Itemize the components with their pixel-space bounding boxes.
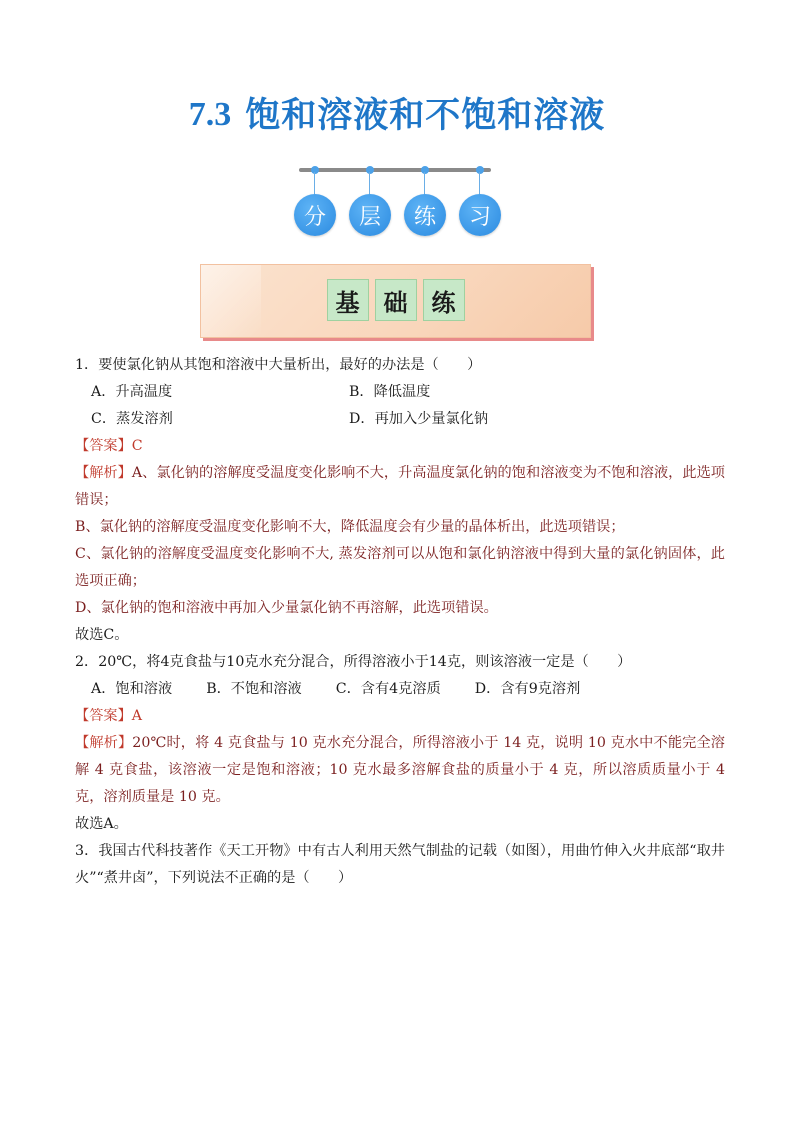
page-title: 饱和溶液和不饱和溶液 <box>245 96 606 136</box>
tag-hanger <box>293 166 499 244</box>
question-2-answer <box>75 703 725 730</box>
answer-value: A <box>131 708 143 724</box>
option-b: B．降低温度 <box>349 384 431 400</box>
tag-xi: 习 <box>459 194 501 236</box>
question-1-analysis-d: D、氯化钠的饱和溶液中再加入少量氯化钠不再溶解，此选项错误。 <box>75 600 498 616</box>
question-1-answer <box>75 433 725 460</box>
hanger-dot-icon <box>476 166 484 174</box>
question-1-options-row-1 <box>75 379 725 406</box>
tag-ceng: 层 <box>349 194 391 236</box>
question-1-stem: 1．要使氯化钠从其饱和溶液中大量析出，最好的办法是（ ） <box>75 357 482 373</box>
answer-tag: 【答案】 <box>75 438 132 454</box>
answer-value: C <box>131 438 143 454</box>
analysis-tag: 【解析】 <box>75 735 133 751</box>
section-banner <box>200 264 591 338</box>
analysis-text: 20℃时，将 4 克食盐与 10 克水充分混合，所得溶液小于 14 克，说明 10 克水中不能完全溶解 4 克食盐，该溶液一定是饱和溶液；10 克水最多溶解食盐的质量小于 4 克，所以溶质质量小于 4 克，溶剂质量是 10 克。 <box>75 735 725 805</box>
question-1-options-row-2 <box>75 406 725 433</box>
hanger-string <box>479 172 480 196</box>
question-1-conclusion: 故选C。 <box>75 627 129 643</box>
question-1-analysis-a <box>75 460 725 514</box>
title-row <box>0 98 794 134</box>
banner-char: 练 <box>423 279 465 321</box>
option-d: D．含有9克溶剂 <box>474 681 581 697</box>
banner-label <box>201 279 590 321</box>
analysis-text: A、氯化钠的溶解度受温度变化影响不大，升高温度氯化钠的饱和溶液变为不饱和溶液，此选项错误； <box>75 465 725 508</box>
analysis-tag: 【解析】 <box>75 465 132 481</box>
question-2-conclusion: 故选A。 <box>75 816 128 832</box>
hanger-string <box>424 172 425 196</box>
banner-char: 础 <box>375 279 417 321</box>
question-2-stem: 2．20℃，将4克食盐与10克水充分混合，所得溶液小于14克，则该溶液一定是（ ） <box>75 654 632 670</box>
question-1-analysis-c: C、氯化钠的溶解度受温度变化影响不大, 蒸发溶剂可以从饱和氯化钠溶液中得到大量的氯化钠固体，此选项正确； <box>75 546 725 589</box>
option-d: D．再加入少量氯化钠 <box>349 411 489 427</box>
section-number: 7.3 <box>188 96 232 133</box>
answer-tag: 【答案】 <box>75 708 132 724</box>
option-c: C．蒸发溶剂 <box>91 411 173 427</box>
hanger-string <box>314 172 315 196</box>
hanger-dot-icon <box>366 166 374 174</box>
question-list <box>75 352 725 892</box>
question-3-stem: 3．我国古代科技著作《天工开物》中有古人利用天然气制盐的记载（如图），用曲竹伸入火井底部“取井火”“煮井卤”，下列说法不正确的是（ ） <box>75 843 725 886</box>
hanger-string <box>369 172 370 196</box>
option-a: A．饱和溶液 <box>91 681 173 697</box>
option-a: A．升高温度 <box>91 384 173 400</box>
question-2-analysis <box>75 730 725 811</box>
option-b: B．不饱和溶液 <box>206 681 302 697</box>
hanger-bar <box>299 168 491 172</box>
question-1-analysis-b: B、氯化钠的溶解度受温度变化影响不大，降低温度会有少量的晶体析出，此选项错误； <box>75 519 625 535</box>
hanger-dot-icon <box>311 166 319 174</box>
question-2-options <box>75 676 725 703</box>
tag-lian: 练 <box>404 194 446 236</box>
tag-fen: 分 <box>294 194 336 236</box>
banner-char: 基 <box>327 279 369 321</box>
hanger-dot-icon <box>421 166 429 174</box>
option-c: C．含有4克溶质 <box>335 681 441 697</box>
